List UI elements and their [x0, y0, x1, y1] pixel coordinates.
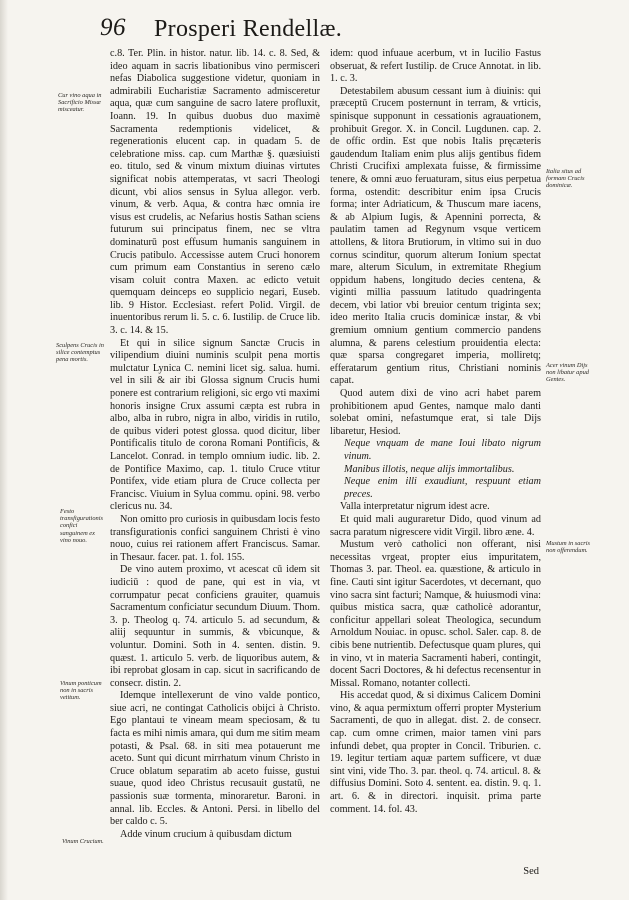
paragraph: Non omitto pro curiosis in quibusdam locis festo transfigurationis confici sanguinem Christi è vino nouo, cuius rei rationem affert Franciscus. Samar. in Thesaur. facer. pat. 1. fol. 155.: [110, 513, 320, 563]
paragraph: Et quid mali auguraretur Dido, quod vinum ad sacra paratum nigrescere vidit Virgil. libro æne. 4.: [330, 513, 541, 538]
left-text-column: [110, 48, 320, 854]
paragraph: c.8. Ter. Plin. in histor. natur. lib. 14. c. 8. Sed, & ideo aquam in sacris libationibus vino permisceri nefas Diabolica suggestione videtur, quoniam in admirabili Eucharistiæ Sacramento admisceretur aqua, quæ cum sanguine de sacro latere profluxit, Ioann. 19. In quibus duobus duo maximè Sacramenta redemptionis videlicet, & regenerationis elucent cap. in quadam 5. de celebratione miss. cap. cum Marthæ §. quæsiuisti eo. titulo, sed & vinum mixtum diuinas virtutes significat nobis attemperatas, vt sacri Theologi dicunt, vbi alios sensus in Sylua allegor. verb. vinum, & verb. Aqua, & contra hæc omnia ire visus est crudelis, ac Nefarius hostis Sathan sciens futurum sui principatus finem, nec se vltra dominaturū post effusum humanis sanguinem in Crucis patibulo. Accessisse autem Cruci honorem cum primum eam Constantius in sereno cælo visam coluit contra Maxen. ac edicto vetuit quemquam deinceps eo supplicio negari, Euseb. lib. 9 Histor. Ecclesiast. refert Polid. Virgil. de inuentoribus rerum li. 5. c. 6. Iustilip. de Cruce lib. 3. c. 14. & 15.: [110, 48, 320, 337]
margin-note-right: Mustum in sacris non offerendum.: [546, 540, 591, 555]
catchword: Sed: [523, 866, 539, 877]
margin-note-left: Vinum Crucium.: [62, 838, 104, 845]
paragraph: Mustum verò catholici non offerant, nisi necessitas vrgeat, propter eius impuritatem, Thomas 3. par. Theol. ea. quæstione, & articulo in fine. Cauti sint igitur Sacerdotes, vt decernant, quo vino sacra sint facturi; Namque, & huiusmodi vina: quibus mistica sacra, quæ catholicè adorantur, conficitur appellari soleat Theologica, secundum Arnoldum Nouiac. in opusc. schol. Saler. cap. 8. de cibis bene nutrientib. Defectusque quam plures, qui in vino, vt in materia Sacramenti haberi, contingit, docent Sacri Doctores, & hi defectus recensentur in Missal. Romano, notanter collecti.: [330, 539, 541, 689]
margin-note-right: Italia situs ad formam Crucis dominicæ.: [546, 168, 585, 190]
paragraph: idem: quod infuaue acerbum, vt in Iucilio Fastus obseruat, & refert Iustilip. de Cruce Annotat. in lib. 1. c. 3.: [330, 48, 541, 85]
verse-quote: Neque enim illi exaudiunt, respuunt etiam preces.: [344, 476, 541, 500]
gutter-shadow: [0, 0, 8, 900]
paragraph: De vino autem proximo, vt acescat cū idem sit iudiciū : quod de pane, qui est in via, vt corrumpatur pecat conficiens grauiter, quamuis Sacramentum conficiatur secundum Diuum. Thom. 3. p. Theolog q. 74. articulo 5. ad secundum, & aliij sequuntur in summis, & vbicunque, & voluntur. Domini. Soth in 4. senten. distin. 9. quæst. 1. articulo 5. verb. de liquoribus autem, & ibi reprobat glosam in cap. sicut in sacrificando de consecr. distin. 2.: [110, 564, 320, 689]
right-text-column: [330, 48, 541, 848]
paragraph: Idemque intellexerunt de vino valde pontico, siue acri, ne contingat Catholicis obijci à Christo. Ego plantaui te vineam meam speciosam, & tu facta es mihi nimis amara, qui dum me sitim meam potasti, & Psal. 68. in siti mea potauerunt me aceto. Sunt qui dicunt mirrhatum vinum Christo in Cruce oblatum separatim ab aceto fuisse, gustui suaue, quod ideo Christus recusauit gustatū, ne passionis suæ tormenta, minoraretur. Baroni. in annal. lib. Eccles. & Antoni. Persi. in libello del ber caldo c. 5.: [110, 690, 320, 828]
margin-note-right: Acer vinum Dijs non libatur apud Gentes.: [546, 362, 589, 384]
verse-quote: Manibus illotis, neque alijs immortalibus.: [344, 463, 515, 475]
verse-quote: Neque vnquam de mane Ioui libato nigrum vinum.: [344, 438, 541, 462]
paragraph: Quod autem dixi de vino acri habet parem prohibitionem apud Gentes, namque malo danti solebat omini, nefastumque erat, si tale Dijs libaretur, Hesiod.: [330, 388, 541, 437]
paragraph: Detestabilem abusum cessant ium à diuinis: qui præceptū Crucem posternunt in terram, & vrticis, spinisque supponunt in cessationis agrauationem, prohibuit Gregor. X. in Concil. Lugdunen. cap. 2. de offic ordin. Est que nobis Italis pręcæteris gaudendum Italiam enim plus alijs gentibus fidem Christi Crucifixi amplexata fuisse, & firmissime tenere, & omni æuo feruaturam, situs eius perpetua forma, ostendit: describitur enim ipsa Crucis forma; inter Adriaticum, & Thuscum mare iacens, & ab Alpium Iugis, & Apennini porrecta, & paulatim tamen ad Regynum vsque verticem attollens, & litora Brutiorum, in vltimo sui in duo cornus scinditur, quorum alterum Ionium spectat mare, alterum Siculum, in extremitate Rhegium oppidum habens, longitudo decies centena, & viginti millia passuum latitudo quadringenta decem, vbi latior vbi breuior centum triginta sex; ideo merito Italia crucis dominicæ instar, & vbi gremium omnium gentium commercio pandens alumna, & parens celestium prouidentia electa: quæ sparsa congregaret imperia, molliretq; efferatarum gentium ritus, Christiani nominis capat.: [330, 85, 541, 387]
margin-note-left: Vinum ponticum non in sacris vetitum.: [60, 680, 102, 702]
paragraph: Et qui in silice signum Sanctæ Crucis in vilipendium diuini numinis sculpit pena mortis mulctatur Lynica C. nemini licet sig. salua. humi. vel in sili & air ibi Glossa signum Crucis humi ponere est contrarium religioni, sic ergo vti maximi honoris insigne Crux assumi cæpta est rubra in albo, alba in rubro, nigra in albo, viridis in rutilo, de quibus videri potest glossa. quod dicitur, liber Pontificalis titulo de corona Romani Pontificis, & Lancelot. Conrad. in templo omnium iudic. lib. 2. de Pontifice Maximo, cap. 1. titulo Cruce vtitur Pontifex, vide etiam plura de Cruce collecta per Francisc. Viuium in Sylua commu. opini. 98. verbo clericus nu. 34.: [110, 337, 320, 513]
paragraph: His accedat quod, & si diximus Calicem Domini vino, & aqua permixtum offerri propter Mysterium Sacramenti, de quo in allegat. dist. 2. de consecr. cap. cum omne crimen, maior tamen vini pars infundi debet, qua propter in Concil. Triburien. c. 19. legitur tertiam aquæ partem sufficere, vt duæ sint vini, vide Tho. 3. par. theol. q. 74. articul. 8. & diffusius Domini. Soto 4. sentent. ea. distin. 9. q. 1. art. 6. & in directori. inquisit. prima parte comment. 14. fol. 43.: [330, 690, 541, 815]
paragraph: Valla interpretatur nigrum idest acre.: [340, 501, 490, 513]
page-number: 96: [100, 14, 126, 41]
paragraph: Adde vinum crucium à quibusdam dictum: [120, 828, 292, 840]
running-title: Prosperi Rendellæ.: [154, 16, 343, 42]
margin-note-left: Festo transfigurationis confici sanguinem ex vino nouo.: [60, 508, 103, 544]
margin-note-left: Sculpens Crucis in silice contemptus pena mortis.: [56, 342, 104, 364]
margin-note-left: Cur vino aqua in Sacrificio Missæ misceatur.: [58, 92, 102, 114]
